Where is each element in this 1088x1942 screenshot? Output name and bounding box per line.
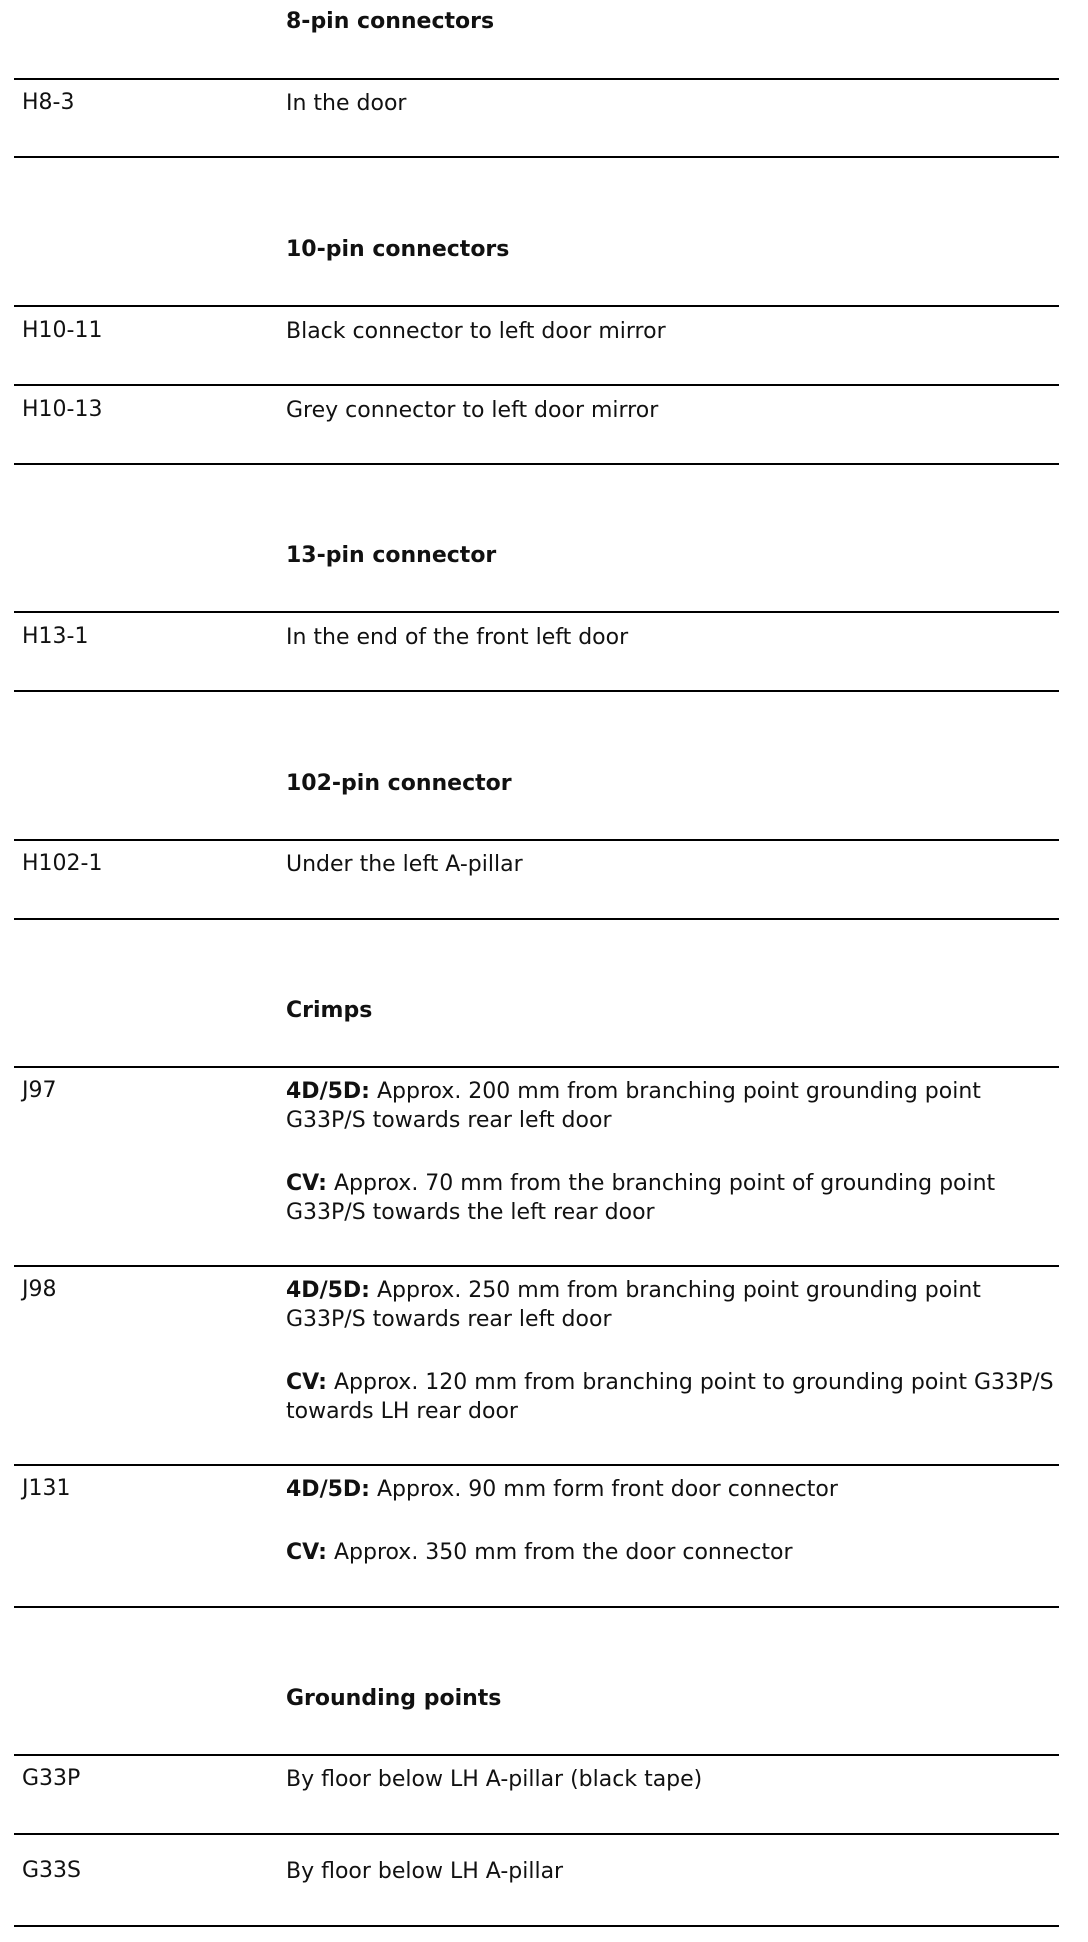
connector-location: Under the left A-pillar <box>286 852 523 877</box>
table-rule <box>14 156 1059 158</box>
variant-text: Approx. 350 mm from the door connector <box>326 1540 793 1565</box>
table-rule <box>14 463 1059 465</box>
crimp-variant-cv <box>286 1538 1066 1567</box>
crimp-code: J98 <box>22 1277 57 1302</box>
variant-label: CV: <box>286 1171 327 1196</box>
table-rule <box>14 918 1059 920</box>
connector-location: Black connector to left door mirror <box>286 319 666 344</box>
crimp-variant-4d5d <box>286 1077 1066 1135</box>
connector-code: H10-13 <box>22 397 103 422</box>
variant-text: Approx. 120 mm from branching point to grounding point G33P/S towards LH rear door <box>286 1370 1054 1424</box>
grounding-location: By floor below LH A-pillar (black tape) <box>286 1767 703 1792</box>
section-heading-102-pin: 102-pin connector <box>286 771 512 796</box>
grounding-code: G33S <box>22 1858 82 1883</box>
table-rule <box>14 1925 1059 1927</box>
variant-label: 4D/5D: <box>286 1278 370 1303</box>
variant-text: Approx. 250 mm from branching point grounding point G33P/S towards rear left door <box>286 1278 981 1332</box>
grounding-location: By floor below LH A-pillar <box>286 1859 564 1884</box>
crimp-location <box>286 1077 1066 1135</box>
table-rule <box>14 305 1059 307</box>
variant-label: CV: <box>286 1540 327 1565</box>
crimp-variant-4d5d <box>286 1475 1066 1504</box>
crimp-variant-cv <box>286 1169 1066 1227</box>
connector-location: In the door <box>286 91 407 116</box>
connector-code: H8-3 <box>22 90 75 115</box>
variant-text: Approx. 90 mm form front door connector <box>369 1477 838 1502</box>
table-rule <box>14 1265 1059 1267</box>
variant-label: 4D/5D: <box>286 1079 370 1104</box>
connector-code: H102-1 <box>22 851 103 876</box>
table-rule <box>14 1606 1059 1608</box>
section-heading-grounding-points: Grounding points <box>286 1686 502 1711</box>
crimp-location <box>286 1169 1066 1227</box>
section-heading-8-pin: 8-pin connectors <box>286 9 495 34</box>
connector-location: Grey connector to left door mirror <box>286 398 659 423</box>
table-rule <box>14 78 1059 80</box>
crimp-variant-cv <box>286 1368 1066 1426</box>
grounding-code: G33P <box>22 1766 81 1791</box>
variant-label: CV: <box>286 1370 327 1395</box>
crimp-code: J131 <box>22 1476 71 1501</box>
variant-text: Approx. 70 mm from the branching point of grounding point G33P/S towards the left rear door <box>286 1171 996 1225</box>
connector-location: In the end of the front left door <box>286 625 629 650</box>
crimp-location <box>286 1276 1066 1334</box>
table-rule <box>14 1754 1059 1756</box>
crimp-location <box>286 1475 1066 1504</box>
connector-code: H13-1 <box>22 624 89 649</box>
crimp-code: J97 <box>22 1078 57 1103</box>
section-heading-crimps: Crimps <box>286 998 373 1023</box>
crimp-location <box>286 1368 1066 1426</box>
table-rule <box>14 384 1059 386</box>
crimp-location <box>286 1538 1066 1567</box>
section-heading-13-pin: 13-pin connector <box>286 543 497 568</box>
table-rule <box>14 1464 1059 1466</box>
table-rule <box>14 1833 1059 1835</box>
variant-label: 4D/5D: <box>286 1477 370 1502</box>
table-rule <box>14 611 1059 613</box>
table-rule <box>14 839 1059 841</box>
connector-code: H10-11 <box>22 318 103 343</box>
table-rule <box>14 690 1059 692</box>
crimp-variant-4d5d <box>286 1276 1066 1334</box>
table-rule <box>14 1066 1059 1068</box>
section-heading-10-pin: 10-pin connectors <box>286 237 510 262</box>
variant-text: Approx. 200 mm from branching point grounding point G33P/S towards rear left door <box>286 1079 981 1133</box>
